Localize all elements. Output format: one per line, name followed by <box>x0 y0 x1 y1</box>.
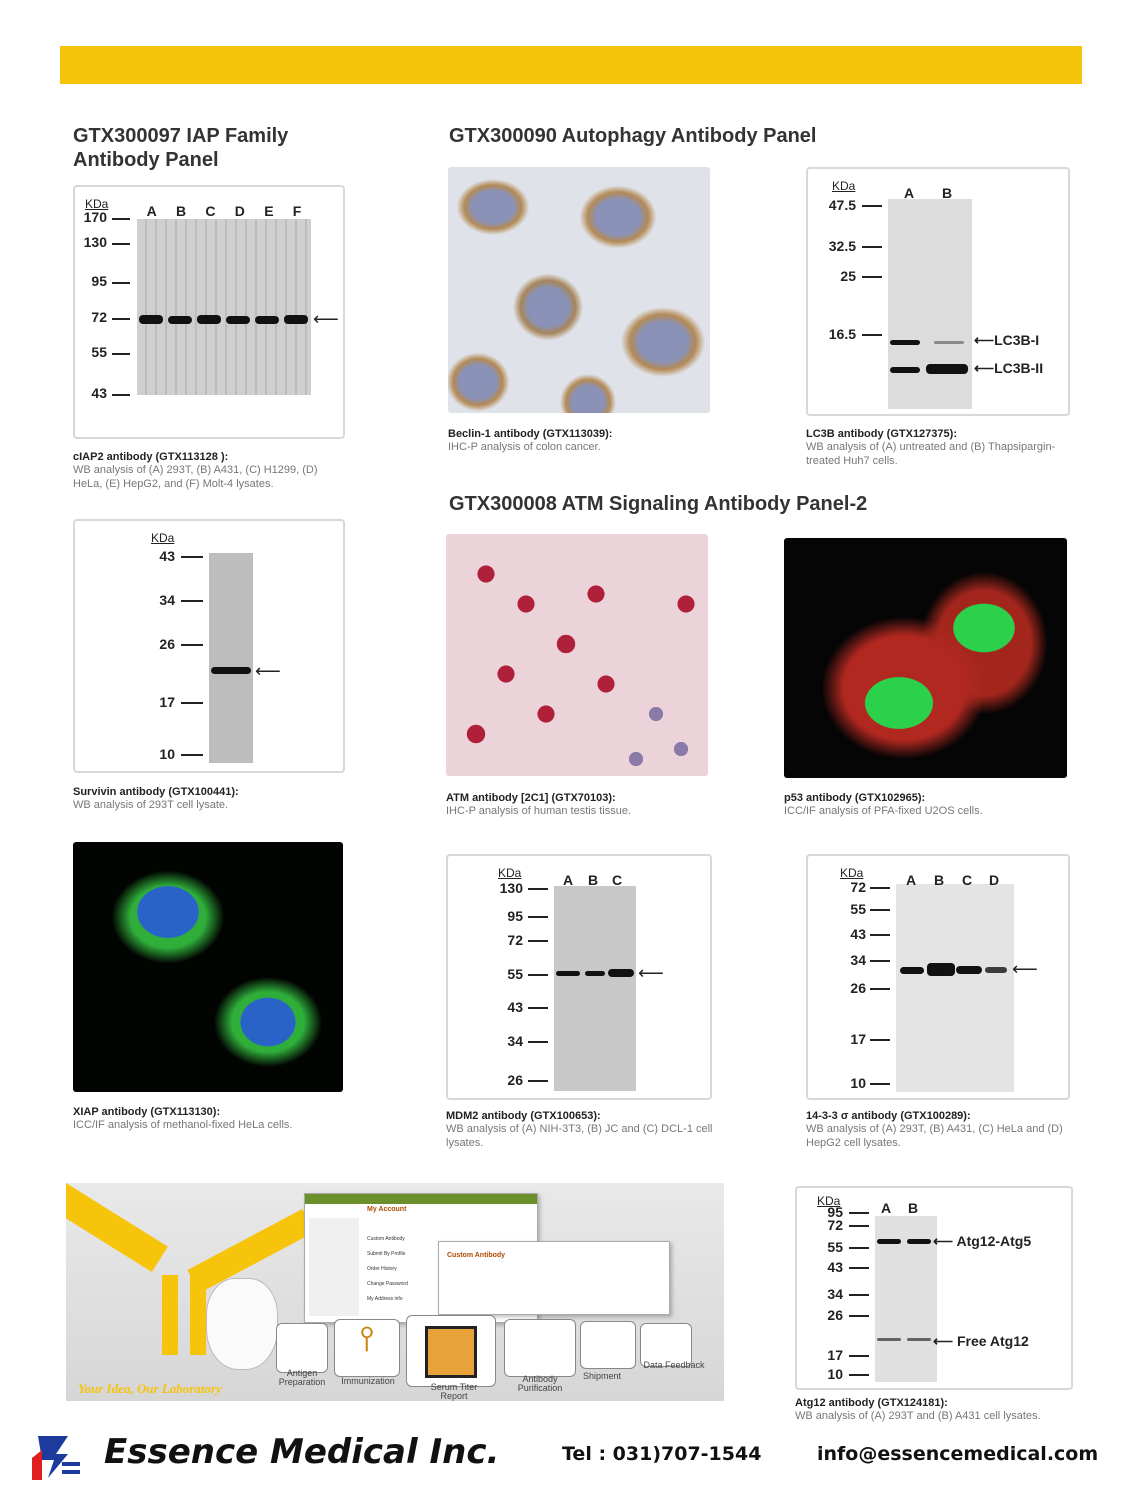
caption-description: WB analysis of (A) NIH-3T3, (B) JC and (C) DCL-1 cell lysates. <box>446 1123 713 1149</box>
step-label: Antigen Preparation <box>278 1368 326 1387</box>
mw-marker: 26 <box>850 980 866 996</box>
lane-label: A <box>881 1200 892 1216</box>
site-menu-item: Change Password <box>367 1281 408 1287</box>
p53-icc-image <box>784 538 1067 778</box>
mw-marker: 95 <box>827 1204 843 1220</box>
rabbit-mascot-icon <box>206 1278 278 1370</box>
marker-tick <box>528 916 548 918</box>
lc3b-i-label: ⟵LC3B-I <box>974 332 1040 348</box>
banner-slogan: Your Idea, Our Laboratory <box>78 1381 222 1396</box>
mw-marker: 10 <box>827 1366 843 1382</box>
mw-marker: 43 <box>159 548 175 564</box>
caption-title: MDM2 antibody (GTX100653): <box>446 1110 601 1122</box>
mw-marker: 95 <box>507 908 523 924</box>
marker-tick <box>849 1212 869 1214</box>
marker-tick <box>181 702 203 704</box>
band <box>900 967 924 974</box>
marker-tick <box>528 974 548 976</box>
mw-marker: 130 <box>499 880 523 896</box>
caption-title: 14-3-3 σ antibody (GTX100289): <box>806 1110 971 1122</box>
mdm2-blot-figure <box>446 854 712 1100</box>
mw-marker: 55 <box>850 901 866 917</box>
marker-tick <box>528 1041 548 1043</box>
shipment-icon <box>580 1321 636 1369</box>
caption-title: p53 antibody (GTX102965): <box>784 792 926 804</box>
ciap2-blot-figure <box>73 185 345 439</box>
lane-label: A <box>904 185 915 201</box>
lane-label: B <box>942 185 953 201</box>
company-logo-icon <box>28 1428 84 1484</box>
band <box>585 971 605 976</box>
mw-marker: 17 <box>159 694 175 710</box>
lc3b-ii-label: ⟵LC3B-II <box>974 360 1044 376</box>
free-atg12-label: ⟵ Free Atg12 <box>933 1333 1029 1349</box>
marker-tick <box>849 1355 869 1357</box>
atg12-blot-figure <box>795 1186 1073 1390</box>
marker-tick <box>112 243 130 245</box>
marker-tick <box>112 218 130 220</box>
p1433-blot-figure <box>806 854 1070 1100</box>
site-nav-bar <box>305 1194 537 1204</box>
marker-tick <box>870 1083 890 1085</box>
band <box>926 364 968 374</box>
lane-label: E <box>264 203 274 219</box>
survivin-caption <box>73 786 348 812</box>
marker-tick <box>862 246 882 248</box>
band <box>211 667 251 674</box>
mw-marker: 55 <box>827 1239 843 1255</box>
mw-marker: 17 <box>827 1347 843 1363</box>
mw-marker: 10 <box>850 1075 866 1091</box>
lane-label: A <box>906 872 917 888</box>
site-menu-item: Order History <box>367 1266 397 1272</box>
mw-marker: 34 <box>159 592 175 608</box>
band <box>985 967 1007 973</box>
site-menu-item: Submit By Profile <box>367 1251 406 1257</box>
marker-tick <box>849 1267 869 1269</box>
caption-title: ATM antibody [2C1] (GTX70103): <box>446 792 616 804</box>
band <box>197 315 221 324</box>
marker-tick <box>870 988 890 990</box>
caption-title: Atg12 antibody (GTX124181): <box>795 1397 948 1409</box>
top-accent-bar <box>60 46 1082 84</box>
lane-label: A <box>146 203 157 219</box>
blot-membrane <box>209 553 253 763</box>
mw-marker: 17 <box>850 1031 866 1047</box>
marker-tick <box>849 1247 869 1249</box>
site-menu-item: My Address info <box>367 1296 403 1302</box>
antibody-stem-icon <box>162 1275 178 1355</box>
marker-tick <box>870 934 890 936</box>
mw-marker: 26 <box>507 1072 523 1088</box>
marker-tick <box>849 1315 869 1317</box>
marker-tick <box>849 1294 869 1296</box>
blot-membrane <box>554 886 636 1091</box>
caption-description: WB analysis of 293T cell lysate. <box>73 799 229 811</box>
atg12-caption <box>795 1397 1075 1423</box>
caption-title: XIAP antibody (GTX113130): <box>73 1106 221 1118</box>
mw-marker: 130 <box>83 234 107 250</box>
band <box>608 969 634 977</box>
iap-panel-heading: GTX300097 IAP Family Antibody Panel <box>73 125 289 171</box>
site-title: My Account <box>367 1206 407 1213</box>
mw-marker: 72 <box>507 932 523 948</box>
lane-label: C <box>962 872 973 888</box>
arrow-left-icon: ⟵ <box>313 309 339 329</box>
marker-tick <box>862 276 882 278</box>
marker-tick <box>112 394 130 396</box>
caption-title: cIAP2 antibody (GTX113128 ): <box>73 451 229 463</box>
arrow-left-icon: ⟵ <box>255 661 281 681</box>
site-menu-item: Custom Antibody <box>367 1236 405 1242</box>
marker-tick <box>528 888 548 890</box>
marker-tick <box>528 1080 548 1082</box>
kda-label: KDa <box>832 179 856 193</box>
blot-membrane <box>137 219 311 395</box>
caption-description: WB analysis of (A) 293T, (B) A431, (C) H1299, (D) HeLa, (E) HepG2, and (F) Molt-4 lysates. <box>73 464 318 490</box>
marker-tick <box>112 353 130 355</box>
kda-label: KDa <box>840 866 864 880</box>
lane-label: D <box>234 203 245 219</box>
company-phone: Tel : 031)707-1544 <box>562 1443 762 1465</box>
band <box>168 316 192 324</box>
mw-marker: 95 <box>91 273 107 289</box>
marker-tick <box>870 909 890 911</box>
panel-title: Custom Antibody <box>447 1252 506 1259</box>
marker-tick <box>112 318 130 320</box>
beclin-ihc-image <box>448 167 710 413</box>
mw-marker: 72 <box>850 879 866 895</box>
atm-panel-heading: GTX300008 ATM Signaling Antibody Panel-2 <box>449 493 868 515</box>
caption-title: Beclin-1 antibody (GTX113039): <box>448 428 613 440</box>
caption-description: WB analysis of (A) 293T and (B) A431 cell lysates. <box>795 1410 1041 1422</box>
caption-description: IHC-P analysis of colon cancer. <box>448 441 601 453</box>
p1433-caption <box>806 1110 1076 1150</box>
marker-tick <box>862 205 882 207</box>
band <box>934 341 964 344</box>
kda-label: KDa <box>817 1194 841 1208</box>
lane-label: C <box>612 872 623 888</box>
step-label: Serum Titer Report <box>430 1382 478 1401</box>
mw-marker: 34 <box>827 1286 843 1302</box>
lane-label: B <box>176 203 187 219</box>
caption-description: WB analysis of (A) untreated and (B) Thapsipargin-treated Huh7 cells. <box>806 441 1056 467</box>
atg12-atg5-label: ⟵ Atg12-Atg5 <box>933 1233 1032 1249</box>
kda-label: KDa <box>498 866 522 880</box>
caption-title: LC3B antibody (GTX127375): <box>806 428 957 440</box>
marker-tick <box>870 1039 890 1041</box>
antigen-prep-icon <box>276 1323 328 1373</box>
lane-label: C <box>205 203 216 219</box>
serum-titer-icon <box>406 1315 496 1387</box>
purification-icon <box>504 1319 576 1377</box>
atm-ihc-image <box>446 534 708 776</box>
survivin-blot-figure <box>73 519 345 773</box>
mw-marker: 25 <box>840 268 856 284</box>
marker-tick <box>870 960 890 962</box>
beclin-caption <box>448 428 718 454</box>
mw-marker: 34 <box>507 1033 523 1049</box>
mw-marker: 32.5 <box>828 238 856 254</box>
mw-marker: 72 <box>91 309 107 325</box>
mw-marker: 47.5 <box>828 197 856 213</box>
mdm2-caption <box>446 1110 716 1150</box>
band <box>284 315 308 324</box>
site-sidebar <box>309 1218 359 1316</box>
caption-description: WB analysis of (A) 293T, (B) A431, (C) HeLa and (D) HepG2 cell lysates. <box>806 1123 1063 1149</box>
mw-marker: 43 <box>91 385 107 401</box>
band <box>556 971 580 976</box>
mw-marker: 72 <box>827 1217 843 1233</box>
marker-tick <box>528 1007 548 1009</box>
blot-membrane <box>888 199 972 409</box>
step-label: Data Feedback <box>643 1360 705 1370</box>
mw-marker: 43 <box>507 999 523 1015</box>
marker-tick <box>181 600 203 602</box>
marker-tick <box>181 556 203 558</box>
antibody-arm-icon <box>66 1183 168 1272</box>
marker-tick <box>849 1374 869 1376</box>
mw-marker: 55 <box>91 344 107 360</box>
lc3b-caption <box>806 428 1074 468</box>
antibody-stem-icon <box>190 1275 206 1355</box>
marker-tick <box>528 940 548 942</box>
band <box>956 966 982 974</box>
mw-marker: 26 <box>159 636 175 652</box>
company-name: Essence Medical Inc. <box>104 1432 500 1472</box>
atm-caption <box>446 792 716 818</box>
mw-marker: 170 <box>83 209 107 225</box>
band <box>877 1338 901 1341</box>
syringe-icon: ⫯ <box>334 1319 400 1377</box>
mw-marker: 16.5 <box>828 326 856 342</box>
band <box>890 367 920 373</box>
caption-title: Survivin antibody (GTX100441): <box>73 786 239 798</box>
mw-marker: 55 <box>507 966 523 982</box>
kda-label: KDa <box>151 531 175 545</box>
lc3b-blot-figure <box>806 167 1070 416</box>
company-email[interactable]: info@essencemedical.com <box>817 1443 1099 1465</box>
caption-description: IHC-P analysis of human testis tissue. <box>446 805 632 817</box>
step-label: Shipment <box>582 1371 622 1381</box>
mw-marker: 43 <box>850 926 866 942</box>
lane-label: B <box>908 1200 919 1216</box>
marker-tick <box>870 887 890 889</box>
xiap-icc-image <box>73 842 343 1092</box>
blot-membrane <box>896 884 1014 1092</box>
band <box>890 340 920 345</box>
arrow-left-icon: ⟵ <box>1012 959 1038 979</box>
lane-label: B <box>588 872 599 888</box>
autophagy-panel-heading: GTX300090 Autophagy Antibody Panel <box>449 125 817 147</box>
site-menu <box>367 1232 408 1307</box>
arrow-left-icon: ⟵ <box>638 963 664 983</box>
marker-tick <box>112 282 130 284</box>
step-label: Antibody Purification <box>517 1374 563 1393</box>
band <box>877 1239 901 1244</box>
ciap2-caption <box>73 451 348 491</box>
custom-antibody-banner <box>66 1183 724 1401</box>
lane-labels <box>137 203 311 219</box>
band <box>226 316 250 324</box>
mw-marker: 26 <box>827 1307 843 1323</box>
lane-label: A <box>563 872 574 888</box>
band <box>907 1338 931 1341</box>
caption-description: ICC/IF analysis of methanol-fixed HeLa cells. <box>73 1119 293 1131</box>
marker-tick <box>181 754 203 756</box>
xiap-caption <box>73 1106 348 1132</box>
mw-marker: 43 <box>827 1259 843 1275</box>
lane-label: F <box>292 203 302 219</box>
band <box>255 316 279 324</box>
mw-marker: 34 <box>850 952 866 968</box>
kda-label: KDa <box>85 197 109 211</box>
marker-tick <box>849 1225 869 1227</box>
lane-label: D <box>989 872 1000 888</box>
custom-antibody-panel <box>438 1241 670 1315</box>
mw-marker: 10 <box>159 746 175 762</box>
band <box>927 963 955 976</box>
band <box>139 315 163 324</box>
band <box>907 1239 931 1244</box>
p53-caption <box>784 792 1064 818</box>
marker-tick <box>862 334 882 336</box>
lane-label: B <box>934 872 945 888</box>
caption-description: ICC/IF analysis of PFA-fixed U2OS cells. <box>784 805 983 817</box>
marker-tick <box>181 644 203 646</box>
step-label: Immunization <box>341 1376 395 1386</box>
